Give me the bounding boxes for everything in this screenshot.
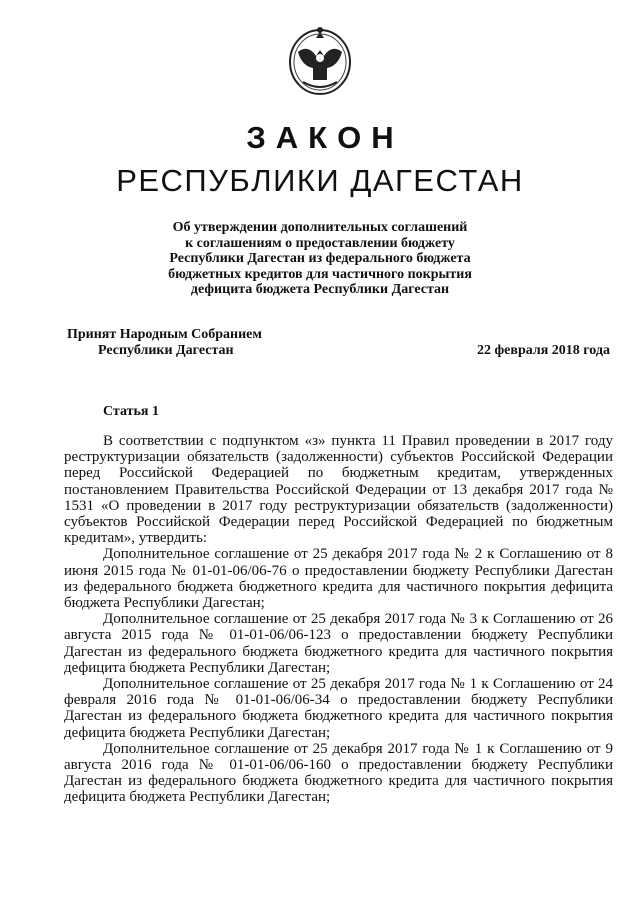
paragraph: В соответствии с подпунктом «з» пункта 11 Правил проведении в 2017 году реструктуризации обязательств (задолженности) субъектов Российской Федерации перед Российской Федерацией по бюджетным кредитам, утвержденных постановлением Правительства Российской Федерации от 13 декабря 2017 года № 1531 «О проведении в 2017 году реструктуризации обязательств (задолженности) субъектов Российской Федерации перед Российской Федерацией по бюджетным кредитам», утвердить: bbox=[64, 433, 613, 547]
paragraph: Дополнительное соглашение от 25 декабря 2017 года № 1 к Соглашению от 9 августа 2016 года № 01-01-06/06-160 о предоставлении бюджету Республики Дагестан из федерального бюджета бюджетного кредита для частичного покрытия дефицита бюджета Республики Дагестан; bbox=[64, 740, 613, 806]
law-name-line: бюджетных кредитов для частичного покрытия bbox=[168, 266, 472, 282]
adopted-line-1: Принят Народным Собранием bbox=[67, 327, 262, 342]
law-name-line: дефицита бюджета Республики Дагестан bbox=[190, 282, 450, 298]
paragraph: Дополнительное соглашение от 25 декабря 2017 года № 2 к Соглашению от 8 июня 2015 года № 01-01-06/06-76 о предоставлении бюджету Республики Дагестан из федерального бюджета бюджетного кредита для частичного покрытия дефицита бюджета Республики Дагестан; bbox=[64, 546, 613, 612]
adopted-line-2: Республики Дагестан bbox=[98, 343, 234, 358]
law-name bbox=[120, 220, 520, 298]
republic-title: РЕСПУБЛИКИ ДАГЕСТАН bbox=[116, 163, 524, 198]
paragraph: Дополнительное соглашение от 25 декабря 2017 года № 1 к Соглашению от 24 февраля 2016 года № 01-01-06/06-34 о предоставлении бюджету Республики Дагестан из федерального бюджета бюджетного кредита для частичного покрытия дефицита бюджета Республики Дагестан; bbox=[64, 676, 613, 741]
adoption-date: 22 февраля 2018 года bbox=[477, 343, 610, 358]
article-body bbox=[64, 433, 613, 806]
law-name-line: Об утверждении дополнительных соглашений bbox=[172, 220, 468, 235]
law-name-line: Республики Дагестан из федерального бюджета bbox=[169, 251, 471, 267]
paragraph: Дополнительное соглашение от 25 декабря 2017 года № 3 к Соглашению от 26 августа 2015 года № 01-01-06/06-123 о предоставлении бюджету Республики Дагестан из федерального бюджета бюджетного кредита для частичного покрытия дефицита бюджета Республики Дагестан; bbox=[64, 611, 613, 676]
document-type-title: ЗАКОН bbox=[246, 120, 404, 155]
law-name-line: к соглашениям о предоставлении бюджету bbox=[185, 235, 455, 251]
adopted-by bbox=[67, 327, 262, 359]
article-title: Статья 1 bbox=[103, 404, 159, 419]
coat-of-arms-icon bbox=[283, 22, 357, 98]
